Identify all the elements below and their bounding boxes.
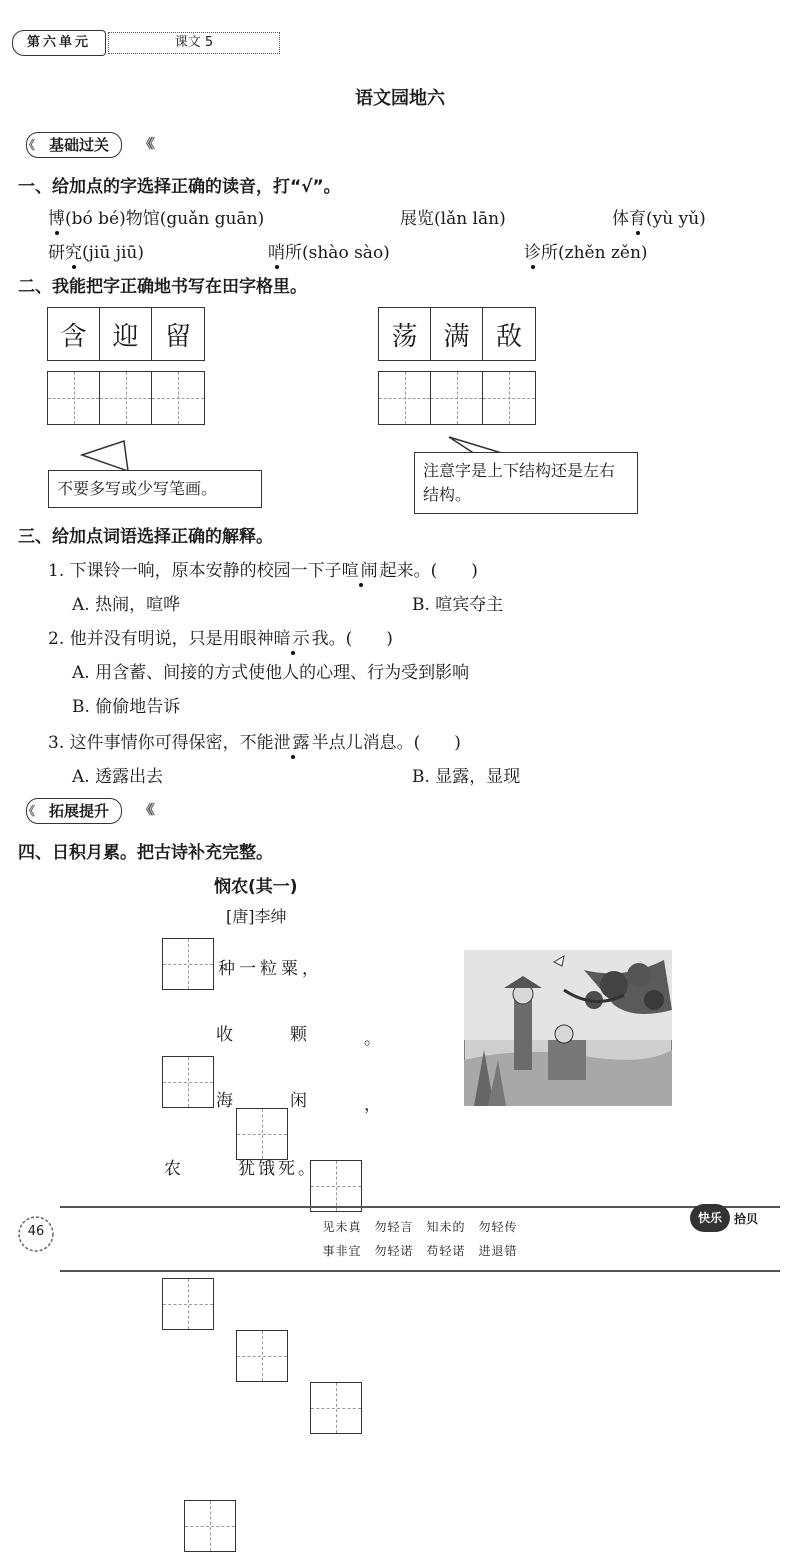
tianzige-cell[interactable]: [100, 372, 152, 424]
q1-item-bowuguan: 博(bó bé)物馆(guǎn guān): [48, 204, 264, 229]
poem-blank[interactable]: [236, 1330, 288, 1382]
q4-heading: 四、日积月累。把古诗补充完整。: [18, 843, 273, 863]
poem-blank[interactable]: [184, 1500, 236, 1552]
poem-char: 收: [216, 1025, 233, 1045]
model-char: 迎: [100, 308, 152, 360]
q1-item-yanjiu: 研究(jiū jiū): [48, 238, 144, 263]
writing-grid-group1[interactable]: [47, 371, 205, 425]
q3-item-1-stem: 1. 下课铃一响，原本安静的校园一下子喧闹起来。( ): [48, 556, 478, 581]
unit-label: 第六单元: [12, 30, 106, 56]
q1-item-zhensuo: 诊所(zhěn zěn): [524, 238, 648, 263]
poem-char: 颗: [290, 1025, 307, 1045]
lesson-label: 课文 5: [108, 32, 280, 54]
model-chars-group2: [378, 307, 536, 361]
q1-item-tiyu: 体育(yù yǔ): [612, 204, 706, 229]
farmer-illustration: [464, 950, 672, 1106]
q1-item-shaosuo: 哨所(shào sào): [268, 238, 390, 263]
tianzige-cell[interactable]: [483, 372, 535, 424]
q1-heading: 一、给加点的字选择正确的读音，打“√”。: [18, 177, 341, 197]
poem-line-4-tail: 犹饿死。: [238, 1159, 318, 1179]
q3-item-3-option-b[interactable]: B. 显露，显现: [412, 767, 521, 787]
q3-item-2-stem: 2. 他并没有明说，只是用眼神暗示我。( ): [48, 624, 393, 649]
footer-line-1: 见未真 勿轻言 知未的 勿轻传: [322, 1220, 518, 1234]
q1-item-zhanlan: 展览(lǎn lān): [400, 209, 506, 229]
tianzige-cell[interactable]: [431, 372, 483, 424]
page-number: 46: [27, 1224, 45, 1239]
poem-author: [唐]李绅: [226, 907, 287, 926]
footer-line-2: 事非宜 勿轻诺 苟轻诺 进退错: [322, 1244, 518, 1258]
model-char: 含: [48, 308, 100, 360]
tip-bubble-2: 注意字是上下结构还是左右结构。: [414, 452, 638, 514]
section-banner-extend: 《 拓展提升 《《: [26, 798, 122, 824]
footer-badge-icon: 快乐: [690, 1204, 730, 1232]
q3-item-1-option-b[interactable]: B. 喧宾夺主: [412, 595, 504, 615]
model-char: 留: [164, 321, 191, 352]
page-title: 语文园地六: [355, 88, 445, 109]
q3-item-3-option-a[interactable]: A. 透露出去: [72, 767, 164, 787]
tianzige-cell[interactable]: [48, 372, 100, 424]
tianzige-cell[interactable]: [152, 372, 204, 424]
section-banner-basic: 《 基础过关 《《: [26, 132, 122, 158]
poem-line-1: 种一粒粟，: [218, 959, 323, 979]
poem-blank[interactable]: [310, 1382, 362, 1434]
q3-item-2-option-b[interactable]: B. 偷偷地告诉: [72, 697, 181, 717]
tianzige-cell[interactable]: [379, 372, 431, 424]
model-char: 敌: [495, 321, 522, 352]
poem-blank[interactable]: [236, 1108, 288, 1160]
q2-heading: 二、我能把字正确地书写在田字格里。: [18, 277, 307, 297]
footer-proverb-box: [60, 1206, 780, 1272]
poem-punct: ，: [364, 1095, 381, 1115]
footer-badge-label: 拾贝: [734, 1212, 759, 1226]
model-char: 满: [431, 308, 483, 360]
model-char: 荡: [379, 308, 431, 360]
poem-char: 海: [216, 1091, 233, 1111]
poem-blank[interactable]: [162, 938, 214, 990]
poem-title: 悯农(其一): [214, 877, 298, 897]
poem-punct: 。: [364, 1029, 381, 1049]
q3-item-3-stem: 3. 这件事情你可得保密，不能泄露半点儿消息。( ): [48, 728, 461, 753]
q3-heading: 三、给加点词语选择正确的解释。: [18, 527, 273, 547]
q3-item-1-option-a[interactable]: A. 热闹，喧哗: [72, 595, 181, 615]
poem-char: 农: [164, 1159, 181, 1179]
tip-bubble-1: 不要多写或少写笔画。: [48, 470, 262, 508]
poem-char: 闲: [290, 1091, 307, 1111]
writing-grid-group2[interactable]: [378, 371, 536, 425]
poem-blank[interactable]: [162, 1278, 214, 1330]
model-chars-group1: [47, 307, 205, 361]
poem-blank[interactable]: [162, 1056, 214, 1108]
q3-item-2-option-a[interactable]: A. 用含蓄、间接的方式使他人的心理、行为受到影响: [72, 663, 470, 683]
